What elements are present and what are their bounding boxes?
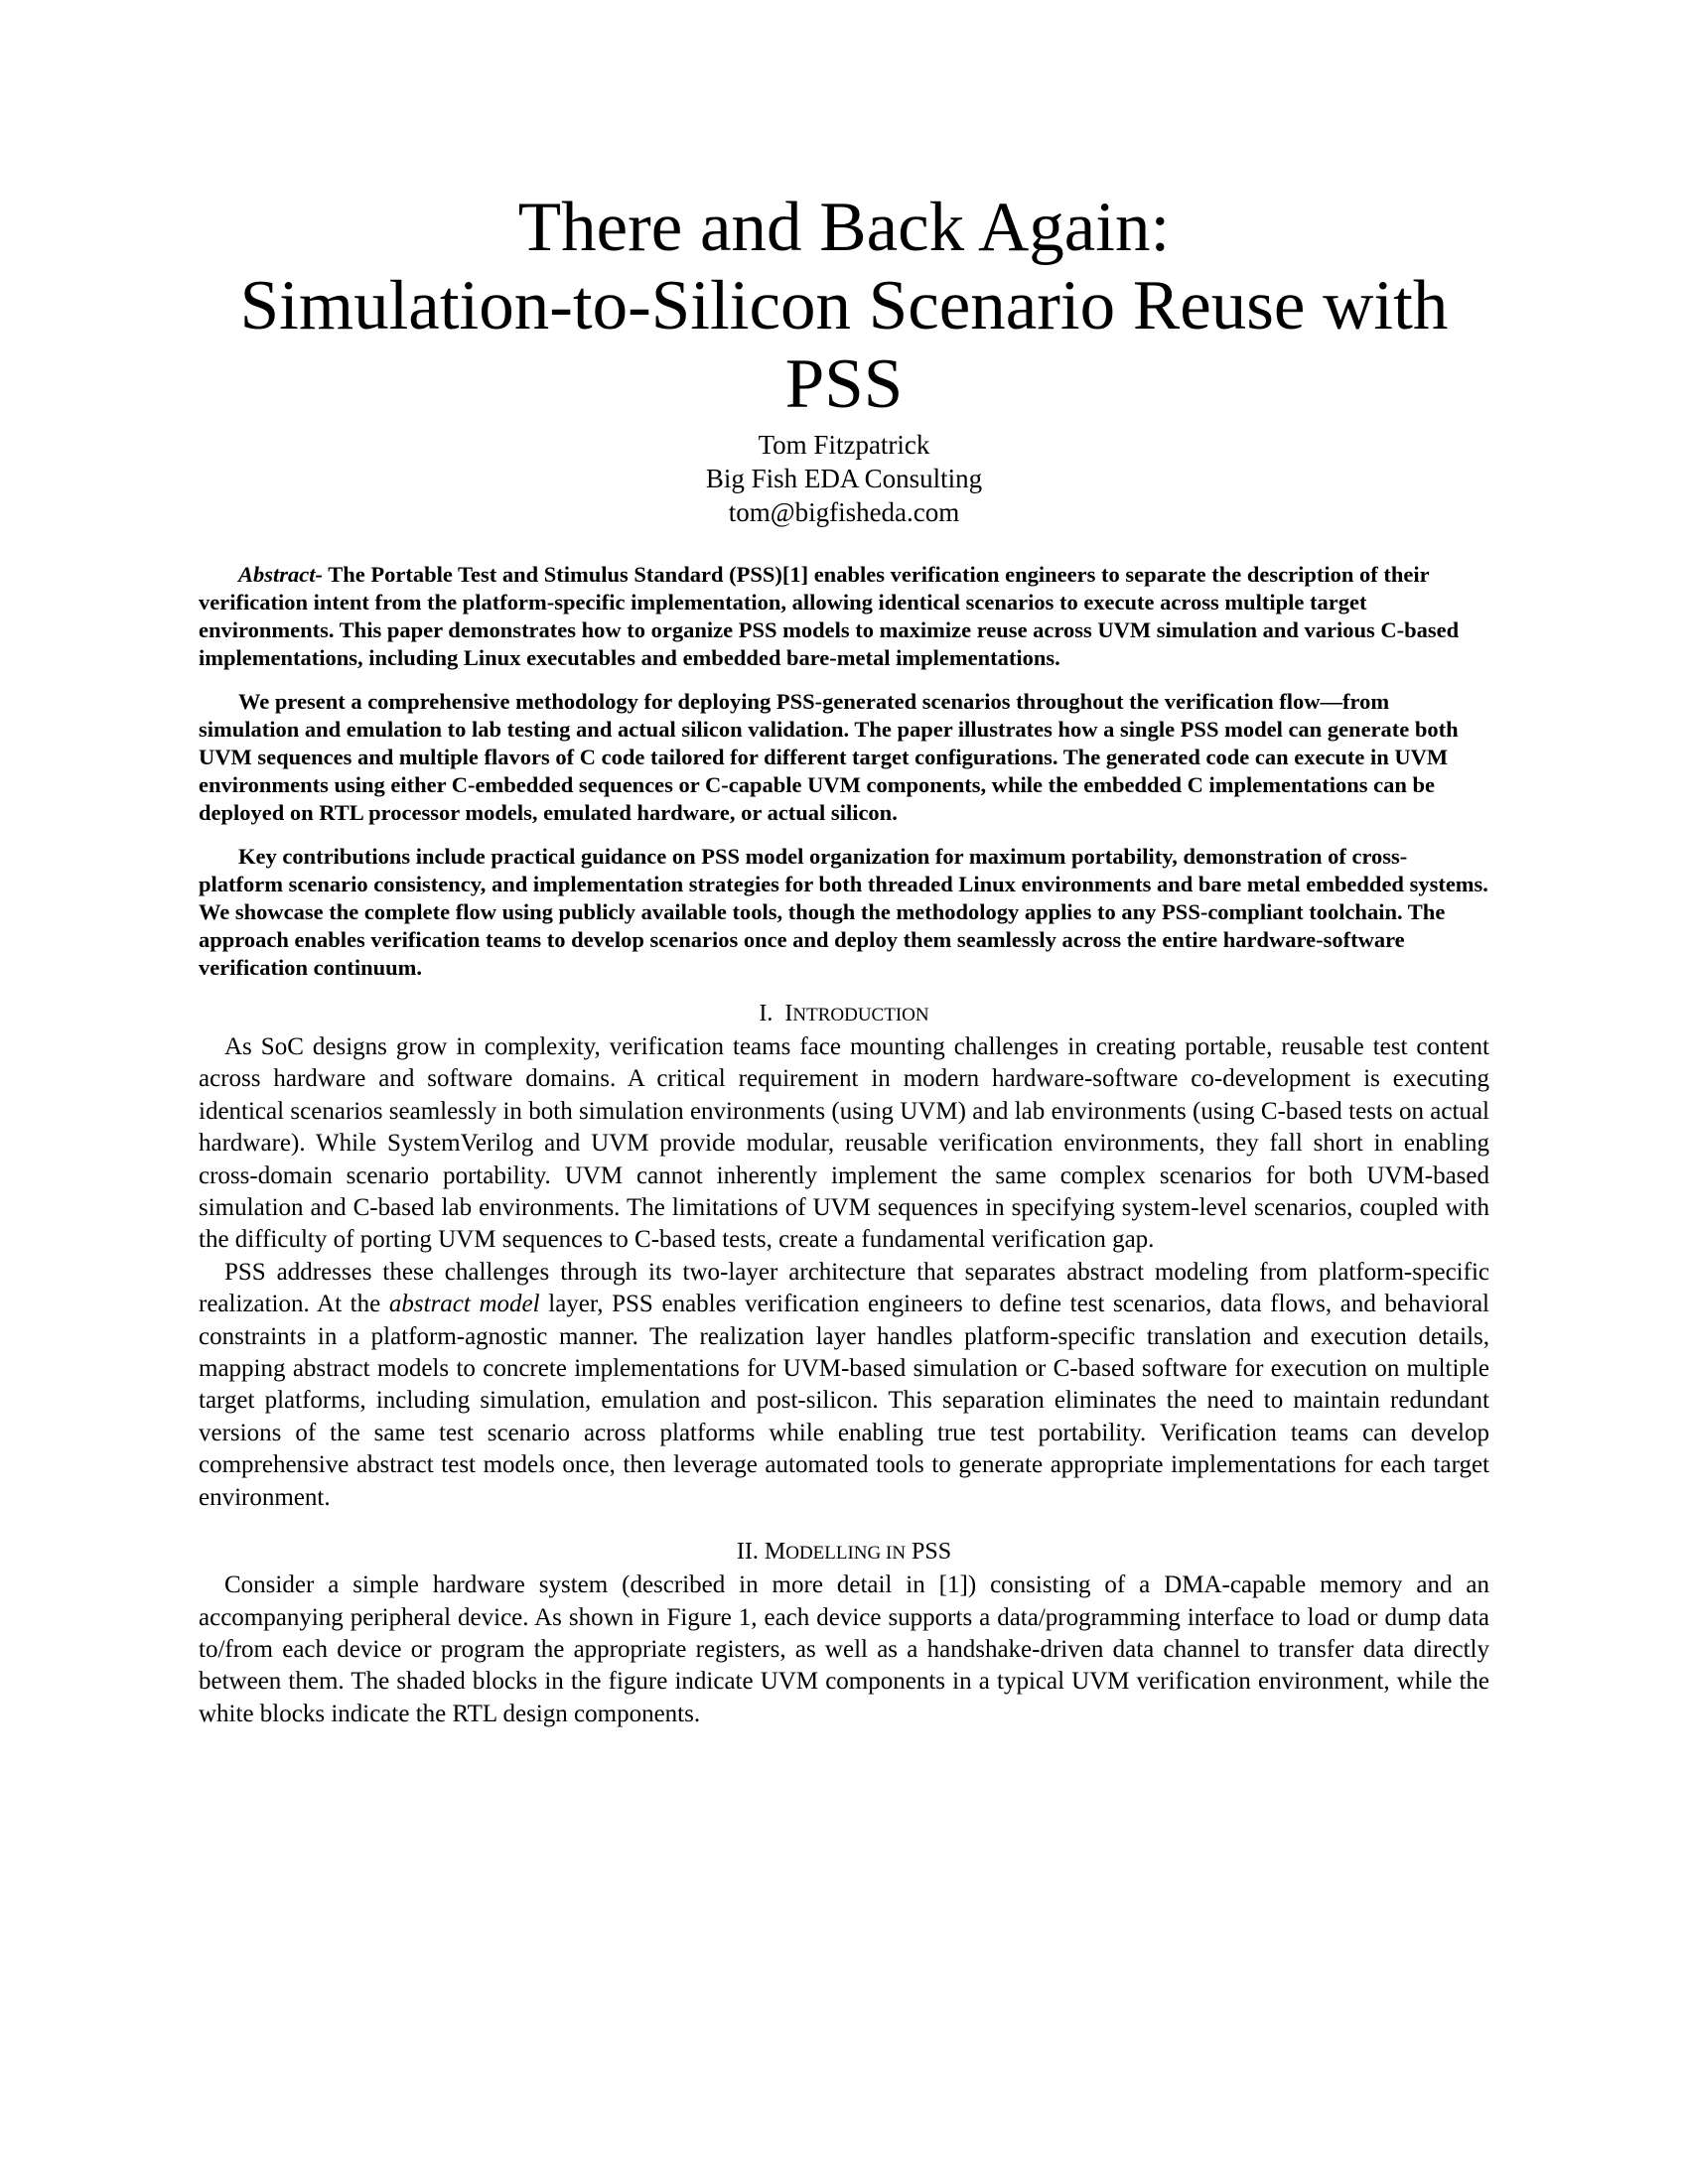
section-1-paragraph-2 bbox=[199, 1257, 1489, 1514]
author-affiliation: Big Fish EDA Consulting bbox=[705, 464, 983, 493]
abstract-paragraph-2: We present a comprehensive methodology for deploying PSS-generated scenarios throughout the verification flow—from simulation and emulation to lab testing and actual silicon validation. The paper illustrates how a single PSS model can generate both UVM sequences and multiple flavors of C code tailored for different target configurations. The generated code can execute in UVM environments using either C-embedded sequences or C-capable UVM components, while the embedded C implementations can be deployed on RTL processor models, emulated hardware, or actual silicon. bbox=[199, 689, 1459, 825]
abstract-paragraph-1 bbox=[199, 561, 1489, 672]
author-block bbox=[199, 428, 1489, 529]
title-line-1: There and Back Again: bbox=[517, 189, 1171, 266]
section-2-number: II. bbox=[736, 1539, 759, 1566]
section-2-title-rest: ODELLING IN bbox=[785, 1543, 907, 1565]
section-1-title-initial: I bbox=[784, 1001, 793, 1026]
section-2-paragraph-1: Consider a simple hardware system (described in more detail in [1]) consisting of a DMA-capable memory and an accompanying peripheral device. As shown in Figure 1, each device supports a data/programming interface to load or dump data to/from each device or program the appropriate registers, as well as a handshake-driven data channel to transfer data directly between them. The shaded blocks in the figure indicate UVM components in a typical UVM verification environment, while the white blocks indicate the RTL design components. bbox=[199, 1571, 1489, 1727]
title-line-3: PSS bbox=[784, 345, 904, 423]
section-1-body bbox=[199, 1031, 1489, 1514]
section-1-title-rest: NTRODUCTION bbox=[792, 1005, 929, 1025]
paper-page bbox=[199, 189, 1489, 1730]
abstract-label: Abstract- bbox=[238, 562, 324, 587]
abstract-text-1: The Portable Test and Stimulus Standard (PSS)[1] enables verification engineers to separate the description of their verification intent from the platform-specific implementation, allowing identical scenarios to execute across multiple target environments. This paper demonstrates how to organize PSS models to maximize reuse across UVM simulation and various C-based implementations, including Linux executables and embedded bare-metal implementations. bbox=[199, 562, 1460, 670]
author-email: tom@bigfisheda.com bbox=[728, 497, 960, 527]
section-1-paragraph-1: As SoC designs grow in complexity, verification teams face mounting challenges in creating portable, reusable test content across hardware and software domains. A critical requirement in modern hardware-software co-development is executing identical scenarios seamlessly in both simulation environments (using UVM) and lab environments (using C-based tests on actual hardware). While SystemVerilog and UVM provide modular, reusable verification environments, they fall short in enabling cross-domain scenario portability. UVM cannot inherently implement the same complex scenarios for both UVM-based simulation and C-based lab environments. The limitations of UVM sequences in specifying system-level scenarios, coupled with the difficulty of porting UVM sequences to C-based tests, create a fundamental verification gap. bbox=[199, 1033, 1489, 1254]
abstract-paragraph-3: Key contributions include practical guidance on PSS model organization for maximum portability, demonstration of cross-platform scenario consistency, and implementation strategies for both threaded Linux environments and bare metal embedded systems. We showcase the complete flow using publicly available tools, though the methodology applies to any PSS-compliant toolchain. The approach enables verification teams to develop scenarios once and deploy them seamlessly across the entire hardware-software verification continuum. bbox=[199, 844, 1488, 980]
abstract bbox=[199, 561, 1489, 982]
section-1-paragraph-2-emphasis: abstract model bbox=[388, 1291, 540, 1318]
paper-title bbox=[199, 189, 1489, 424]
section-1-paragraph-2-a: PSS addresses these challenges through its two-layer architecture that separates abstract modeling from platform-specific realization. At the bbox=[199, 1258, 1489, 1318]
title-line-2: Simulation-to-Silicon Scenario Reuse with bbox=[239, 267, 1449, 344]
author-name: Tom Fitzpatrick bbox=[758, 430, 930, 460]
section-1-heading bbox=[199, 998, 1489, 1031]
section-2-title-initial: M bbox=[764, 1539, 786, 1566]
section-2-body bbox=[199, 1570, 1489, 1730]
section-2-heading bbox=[199, 1536, 1489, 1570]
section-1-number: I. bbox=[759, 1001, 774, 1026]
section-2-title-pss: PSS bbox=[912, 1539, 952, 1566]
section-1-paragraph-2-b: layer, PSS enables verification engineers to define test scenarios, data flows, and behavioral constraints in a platform-agnostic manner. The realization layer handles platform-specific translation and execution details, mapping abstract models to concrete implementations for UVM-based simulation or C-based software for execution on multiple target platforms, including simulation, emulation and post-silicon. This separation eliminates the need to maintain redundant versions of the same test scenario across platforms while enabling true test portability. Verification teams can develop comprehensive abstract test models once, then leverage automated tools to generate appropriate implementations for each target environment. bbox=[199, 1291, 1489, 1511]
